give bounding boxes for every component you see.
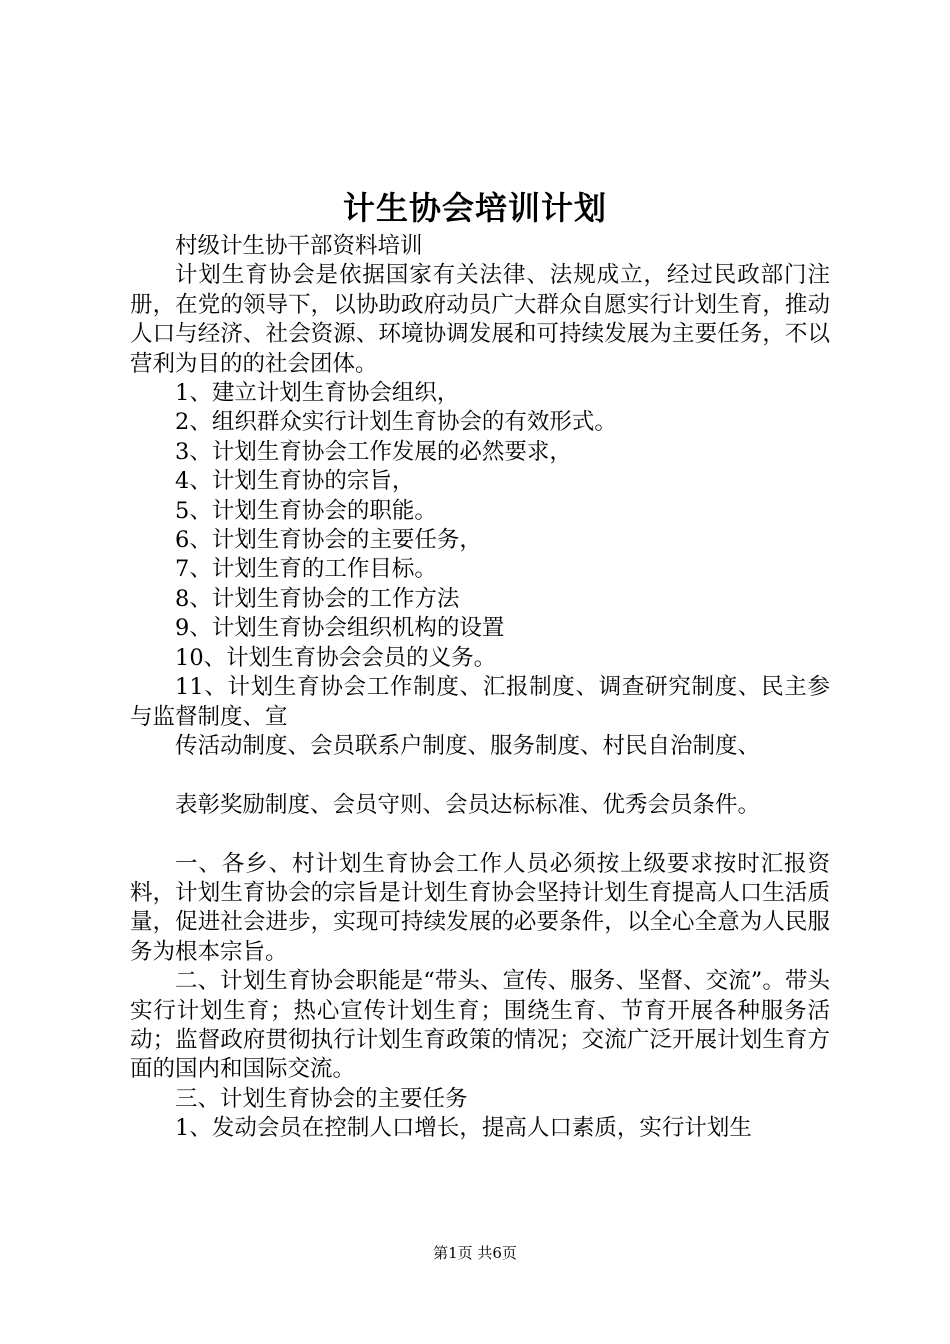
section-three-heading: 三、计划生育协会的主要任务 [175,1085,468,1112]
document-body [130,232,830,1144]
section-three-item-1: 1、发动会员在控制人口增长，提高人口素质，实行计划生 [175,1115,752,1142]
list-item-4: 4、计划生育协的宗旨， [175,468,415,495]
list-item-2: 2、组织群众实行计划生育协会的有效形式。 [175,409,617,436]
page-footer: 第1页 共6页 [433,1244,517,1262]
paragraph-intro: 计划生育协会是依据国家有关法律、法规成立，经过民政部门注册，在党的领导下，以协助政府动员广大群众自愿实行计划生育，推动人口与经济、社会资源、环境协调发展和可持续发展为主要任务，不以营利为目的的社会团体。 [130,262,830,377]
list-item-7: 7、计划生育的工作目标。 [175,556,437,583]
list-item-11-continued-2: 表彰奖励制度、会员守则、会员达标标准、优秀会员条件。 [175,791,761,818]
list-item-8: 8、计划生育协会的工作方法 [175,585,460,612]
list-item-11: 11、计划生育协会工作制度、汇报制度、调查研究制度、民主参与监督制度、宣 [130,674,830,730]
section-one-paragraph: 一、各乡、村计划生育协会工作人员必须按上级要求按时汇报资料，计划生育协会的宗旨是计划生育协会坚持计划生育提高人口生活质量，促进社会进步，实现可持续发展的必要条件，以全心全意为人民服务为根本宗旨。 [130,850,830,965]
list-item-3: 3、计划生育协会工作发展的必然要求， [175,438,572,465]
spacer [130,761,830,790]
section-two-paragraph: 二、计划生育协会职能是“带头、宣传、服务、坚督、交流”。带头实行计划生育；热心宣传计划生育；围绕生育、节育开展各种服务活动；监督政府贯彻执行计划生育政策的情况；交流广泛开展计划生育方面的国内和国际交流。 [130,968,830,1083]
list-item-9: 9、计划生育协会组织机构的设置 [175,615,505,642]
paragraph-subtitle: 村级计生协干部资料培训 [175,233,423,259]
list-item-6: 6、计划生育协会的主要任务， [175,527,482,554]
spacer [130,820,830,849]
list-item-1: 1、建立计划生育协会组织， [175,380,460,407]
list-item-11-continued: 传活动制度、会员联系户制度、服务制度、村民自治制度、 [175,732,761,759]
document-title: 计生协会培训计划 [342,189,607,227]
list-item-10: 10、计划生育协会会员的义务。 [175,644,497,671]
list-item-5: 5、计划生育协会的职能。 [175,497,437,524]
